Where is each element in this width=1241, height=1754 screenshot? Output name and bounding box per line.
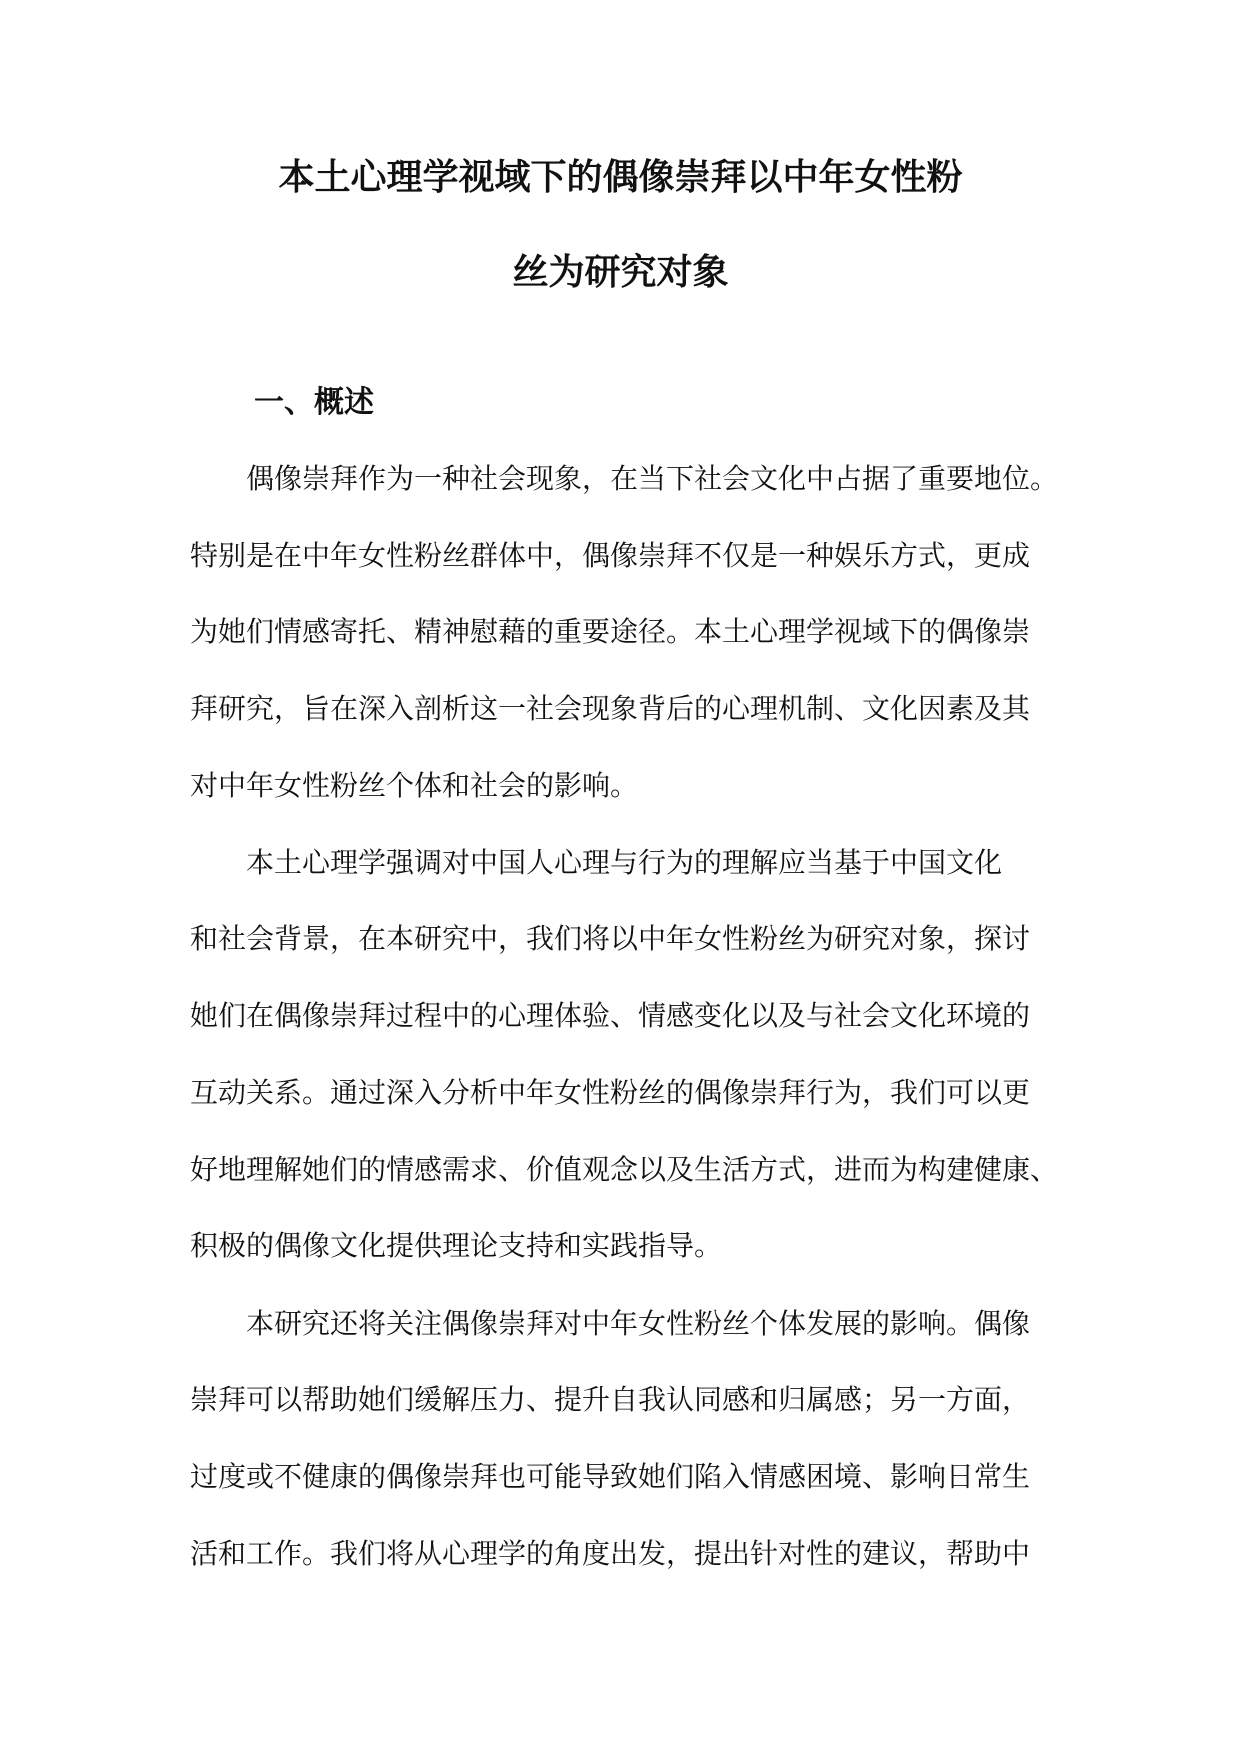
section-heading-overview: 一、概述 [254,385,374,420]
paragraph-3-line-2: 崇拜可以帮助她们缓解压力、提升自我认同感和归属感；另一方面， [190,1383,1031,1416]
paragraph-3-line-3: 过度或不健康的偶像崇拜也可能导致她们陷入情感困境、影响日常生 [190,1460,1031,1493]
paragraph-2-line-6: 积极的偶像文化提供理论支持和实践指导。 [190,1229,723,1262]
paragraph-2-line-5: 好地理解她们的情感需求、价值观念以及生活方式，进而为构建健康、 [190,1153,1059,1186]
paragraph-2-line-1: 本土心理学强调对中国人心理与行为的理解应当基于中国文化 [246,846,1003,879]
paragraph-3-line-4: 活和工作。我们将从心理学的角度出发，提出针对性的建议，帮助中 [190,1537,1031,1570]
paragraph-3-line-1: 本研究还将关注偶像崇拜对中年女性粉丝个体发展的影响。偶像 [246,1307,1031,1340]
paragraph-1-line-1: 偶像崇拜作为一种社会现象，在当下社会文化中占据了重要地位。 [246,462,1059,495]
document-title-line-1: 本土心理学视域下的偶像崇拜以中年女性粉 [278,157,963,198]
paragraph-1-line-4: 拜研究，旨在深入剖析这一社会现象背后的心理机制、文化因素及其 [190,692,1031,725]
paragraph-2-line-3: 她们在偶像崇拜过程中的心理体验、情感变化以及与社会文化环境的 [190,999,1031,1032]
paragraph-2-line-2: 和社会背景，在本研究中，我们将以中年女性粉丝为研究对象，探讨 [190,922,1031,955]
paragraph-1-line-5: 对中年女性粉丝个体和社会的影响。 [190,769,639,802]
paragraph-1-line-2: 特别是在中年女性粉丝群体中，偶像崇拜不仅是一种娱乐方式，更成 [190,539,1031,572]
document-title-line-2: 丝为研究对象 [512,252,729,293]
paragraph-2-line-4: 互动关系。通过深入分析中年女性粉丝的偶像崇拜行为，我们可以更 [190,1076,1031,1109]
paragraph-1-line-3: 为她们情感寄托、精神慰藉的重要途径。本土心理学视域下的偶像崇 [190,615,1031,648]
